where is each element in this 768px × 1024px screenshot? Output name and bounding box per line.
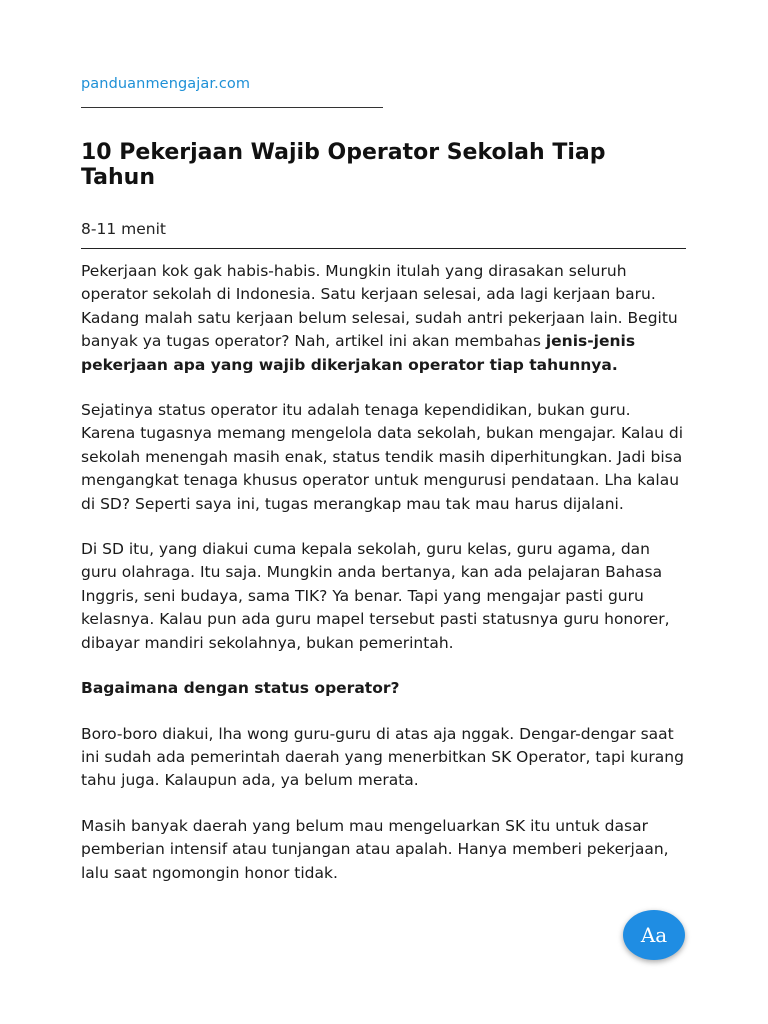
paragraph: Di SD itu, yang diakui cuma kepala sekolah, guru kelas, guru agama, dan guru olahraga. Itu saja. Mungkin anda bertanya, kan ada pelajaran Bahasa Inggris, seni budaya, sama TIK? Ya benar. Tapi yang mengajar pasti guru kelasnya. Kalau pun ada guru mapel tersebut pasti statusnya guru honorer, dibayar mandiri sekolahnya, bukan pemerintah. [81, 540, 670, 652]
section-subheading-text: Bagaimana dengan status operator? [81, 679, 400, 698]
title-divider [81, 248, 686, 249]
article-body [81, 260, 686, 907]
site-divider [81, 107, 383, 108]
paragraph: Boro-boro diakui, lha wong guru-guru di atas aja nggak. Dengar-dengar saat ini sudah ada pemerintah daerah yang menerbitkan SK Operator, tapi kurang tahu juga. Kalaupun ada, ya belum merata. [81, 724, 684, 790]
paragraph-intro [81, 260, 686, 377]
font-size-button[interactable]: Aa [623, 910, 685, 960]
paragraph-intro-text: Pekerjaan kok gak habis-habis. Mungkin itulah yang dirasakan seluruh operator sekolah di Indonesia. Satu kerjaan selesai, ada lagi kerjaan baru. Kadang malah satu kerjaan belum selesai, sudah antri pekerjaan lain. Begitu banyak ya tugas operator? Nah, artikel ini akan membahas [81, 262, 678, 351]
paragraph: Masih banyak daerah yang belum mau mengeluarkan SK itu untuk dasar pemberian intensif atau tunjangan atau apalah. Hanya memberi pekerjaan, lalu saat ngomongin honor tidak. [81, 816, 669, 882]
paragraph-intro-emphasis: jenis-jenis pekerjaan apa yang wajib dikerjakan operator tiap tahunnya. [81, 332, 636, 374]
article-title: 10 Pekerjaan Wajib Operator Sekolah Tiap Tahun [81, 140, 606, 190]
site-link[interactable]: panduanmengajar.com [81, 76, 251, 92]
reading-time: 8-11 menit [81, 220, 166, 238]
section-subheading [81, 677, 686, 700]
paragraph: Sejatinya status operator itu adalah tenaga kependidikan, bukan guru. Karena tugasnya memang mengelola data sekolah, bukan mengajar. Kalau di sekolah menengah masih enak, status tendik masih diperhitungkan. Jadi bisa mengangkat tenaga khusus operator untuk mengurusi pendataan. Lha kalau di SD? Seperti saya ini, tugas merangkap mau tak mau harus dijalani. [81, 401, 684, 513]
